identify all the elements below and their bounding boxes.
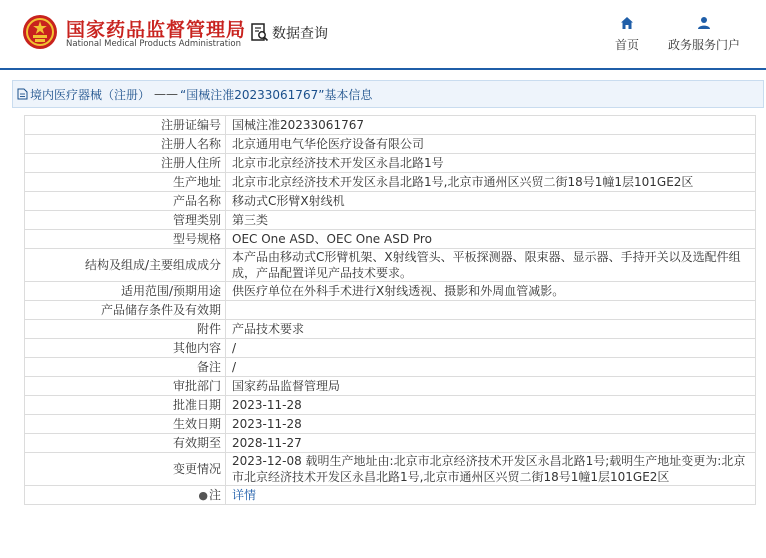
row-label-approval-date: 批准日期 <box>25 396 226 415</box>
row-value-product-name: 移动式C形臂X射线机 <box>226 192 756 211</box>
table-row <box>25 282 756 301</box>
breadcrumb-category[interactable]: 境内医疗器械（注册） <box>30 87 151 102</box>
row-value-intended-use: 供医疗单位在外科手术进行X射线透视、摄影和外周血管减影。 <box>226 282 756 301</box>
row-value-note <box>226 486 756 505</box>
user-icon <box>697 16 711 30</box>
nav-gov-service[interactable] <box>662 16 746 53</box>
table-row <box>25 301 756 320</box>
row-label-composition: 结构及组成/主要组成成分 <box>25 249 226 282</box>
registration-info-table <box>24 115 756 505</box>
details-link[interactable]: 详情 <box>232 488 257 502</box>
row-label-product-name: 产品名称 <box>25 192 226 211</box>
row-label-note <box>25 486 226 505</box>
nav-gov-service-label: 政务服务门户 <box>667 38 740 52</box>
table-row <box>25 154 756 173</box>
row-label-registration-number: 注册证编号 <box>25 116 226 135</box>
row-value-registrant-address: 北京市北京经济技术开发区永昌北路1号 <box>226 154 756 173</box>
row-label-approval-dept: 审批部门 <box>25 377 226 396</box>
row-value-production-address: 北京市北京经济技术开发区永昌北路1号,北京市通州区兴贸二街18号1幢1层101GE2区 <box>226 173 756 192</box>
breadcrumb <box>12 80 764 108</box>
row-value-storage-validity <box>226 301 756 320</box>
table-row <box>25 135 756 154</box>
table-row <box>25 377 756 396</box>
row-label-storage-validity: 产品储存条件及有效期 <box>25 301 226 320</box>
data-query-link[interactable] <box>251 21 328 45</box>
table-row <box>25 173 756 192</box>
site-title-cn[interactable]: 国家药品监督管理局 <box>66 19 247 41</box>
row-label-change-history: 变更情况 <box>25 453 226 486</box>
row-value-remarks: / <box>226 358 756 377</box>
row-value-attachment: 产品技术要求 <box>226 320 756 339</box>
row-value-composition: 本产品由移动式C形臂机架、X射线管头、平板探测器、限束器、显示器、手持开关以及选配件组成，产品配置详见产品技术要求。 <box>226 249 756 282</box>
table-row <box>25 486 756 505</box>
row-value-change-history: 2023-12-08 载明生产地址由:北京市北京经济技术开发区永昌北路1号;载明生产地址变更为:北京市北京经济技术开发区永昌北路1号,北京市通州区兴贸二街18号1幢1层101GE2区 <box>226 453 756 486</box>
table-row <box>25 116 756 135</box>
table-row <box>25 415 756 434</box>
row-label-registrant-name: 注册人名称 <box>25 135 226 154</box>
nav-home-label: 首页 <box>614 38 639 52</box>
row-label-model-spec: 型号规格 <box>25 230 226 249</box>
breadcrumb-title: “国械注准20233061767”基本信息 <box>180 87 373 102</box>
row-label-production-address: 生产地址 <box>25 173 226 192</box>
row-label-intended-use: 适用范围/预期用途 <box>25 282 226 301</box>
row-label-remarks: 备注 <box>25 358 226 377</box>
row-value-approval-dept: 国家药品监督管理局 <box>226 377 756 396</box>
row-value-approval-date: 2023-11-28 <box>226 396 756 415</box>
row-label-management-class: 管理类别 <box>25 211 226 230</box>
header-divider <box>0 68 766 70</box>
site-header <box>0 0 766 68</box>
home-icon <box>620 16 634 30</box>
row-value-effective-date: 2023-11-28 <box>226 415 756 434</box>
table-row <box>25 211 756 230</box>
table-row <box>25 320 756 339</box>
breadcrumb-separator: —— <box>154 87 179 101</box>
table-row <box>25 434 756 453</box>
row-label-registrant-address: 注册人住所 <box>25 154 226 173</box>
row-value-registration-number: 国械注准20233061767 <box>226 116 756 135</box>
table-row <box>25 339 756 358</box>
table-row <box>25 230 756 249</box>
table-row <box>25 192 756 211</box>
row-value-expiry-date: 2028-11-27 <box>226 434 756 453</box>
row-value-other-content: / <box>226 339 756 358</box>
table-row <box>25 453 756 486</box>
national-emblem-icon <box>22 14 58 50</box>
table-row <box>25 396 756 415</box>
site-title-en[interactable]: National Medical Products Administration <box>66 39 241 49</box>
document-icon <box>17 88 28 100</box>
table-row <box>25 249 756 282</box>
data-query-icon <box>251 23 269 43</box>
data-query-label: 数据查询 <box>272 26 328 42</box>
row-value-registrant-name: 北京通用电气华伦医疗设备有限公司 <box>226 135 756 154</box>
row-label-expiry-date: 有效期至 <box>25 434 226 453</box>
row-label-other-content: 其他内容 <box>25 339 226 358</box>
nav-home[interactable] <box>610 16 644 53</box>
note-label: 注 <box>208 487 221 502</box>
info-icon: ● <box>198 488 208 502</box>
row-label-effective-date: 生效日期 <box>25 415 226 434</box>
row-label-attachment: 附件 <box>25 320 226 339</box>
row-value-management-class: 第三类 <box>226 211 756 230</box>
row-value-model-spec: OEC One ASD、OEC One ASD Pro <box>226 230 756 249</box>
table-row <box>25 358 756 377</box>
